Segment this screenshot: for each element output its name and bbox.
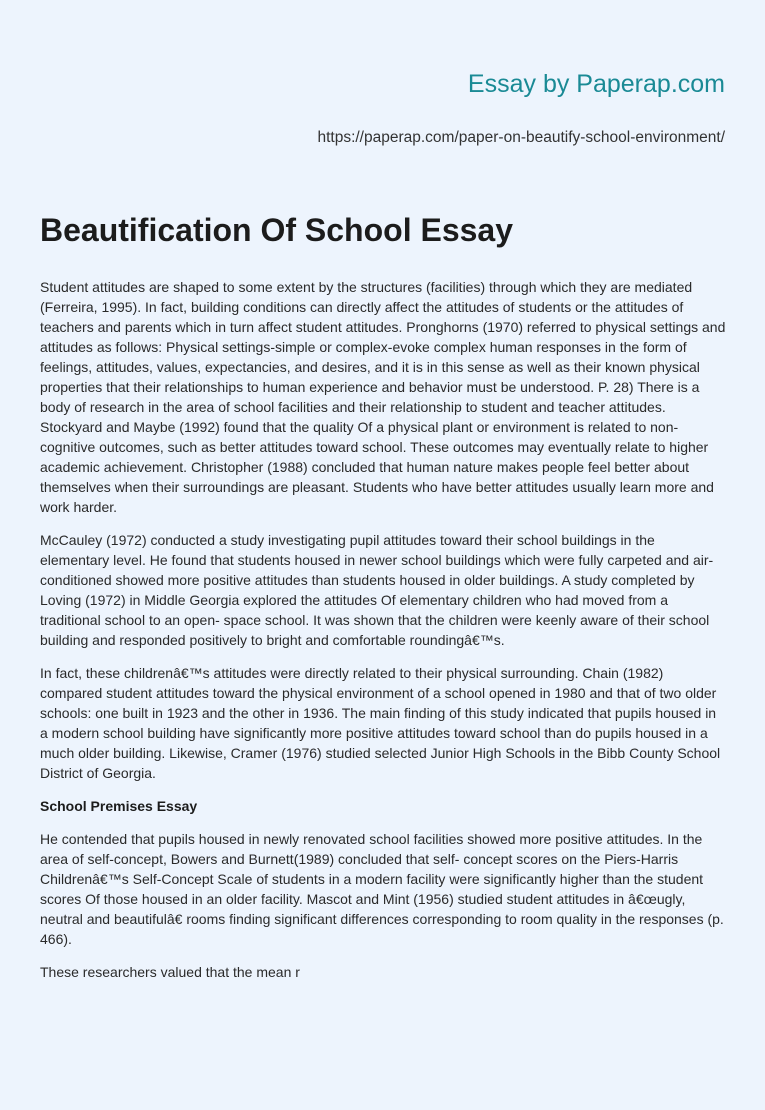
section-heading: School Premises Essay (40, 798, 198, 814)
paragraph-4: He contended that pupils housed in newly renovated school facilities showed more positive attitudes. In the area of self-concept, Bowers and Burnett(1989) concluded that self- concept scores on the Piers-Harris Childrenâ€™s Self-Concept Scale of students in a modern facility were significantly higher than the student scores Of those housed in an older facility. Mascot and Mint (1956) studied student attitudes in â€œugly, neutral and beautifulâ€ rooms finding significant differences corresponding to room quality in the responses (p. 466). (40, 831, 724, 947)
paragraph-5-truncated: These researchers valued that the mean r (40, 964, 300, 980)
source-url[interactable]: https://paperap.com/paper-on-beautify-school-environment/ (317, 129, 725, 146)
brand-link[interactable]: Essay by Paperap.com (467, 70, 725, 98)
paragraph-3: In fact, these childrenâ€™s attitudes were directly related to their physical surrounding. Chain (1982) compared student attitudes toward the physical environment of a school opened in 1980 and that of two older schools: one built in 1923 and the other in 1936. The main finding of this study indicated that pupils housed in a modern school building have significantly more positive attitudes toward school than do pupils housed in a much older building. Likewise, Cramer (1976) studied selected Junior High Schools in the Bibb County School District of Georgia. (40, 665, 721, 781)
paragraph-2: McCauley (1972) conducted a study investigating pupil attitudes toward their school buildings in the elementary level. He found that students housed in newer school buildings which were fully carpeted and air-conditioned showed more positive attitudes than students housed in older buildings. A study completed by Loving (1972) in Middle Georgia explored the attitudes Of elementary children who had moved from a traditional school to an open- space school. It was shown that the children were keenly aware of their school building and responded positively to bright and comfortable roundingâ€™s. (40, 532, 714, 648)
article-body (40, 277, 726, 995)
page-title: Beautification Of School Essay (40, 212, 513, 248)
paragraph-1: Student attitudes are shaped to some extent by the structures (facilities) through which they are mediated (Ferreira, 1995). In fact, building conditions can directly affect the attitudes of students or the attitudes of teachers and parents which in turn affect student attitudes. Pronghorns (1970) referred to physical settings and attitudes as follows: Physical settings-simple or complex-evoke complex human responses in the form of feelings, attitudes, values, expectancies, and desires, and it is in this sense as well as their known physical properties that their relationships to human experience and behavior must be understood. P. 28) There is a body of research in the area of school facilities and their relationship to student and teacher attitudes. Stockyard and Maybe (1992) found that the quality Of a physical plant or environment is related to non- cognitive outcomes, such as better attitudes toward school. These outcomes may eventually relate to higher academic achievement. Christopher (1988) concluded that human nature makes people feel better about themselves when their surroundings are pleasant. Students who have better attitudes usually learn more and work harder. (40, 279, 726, 515)
